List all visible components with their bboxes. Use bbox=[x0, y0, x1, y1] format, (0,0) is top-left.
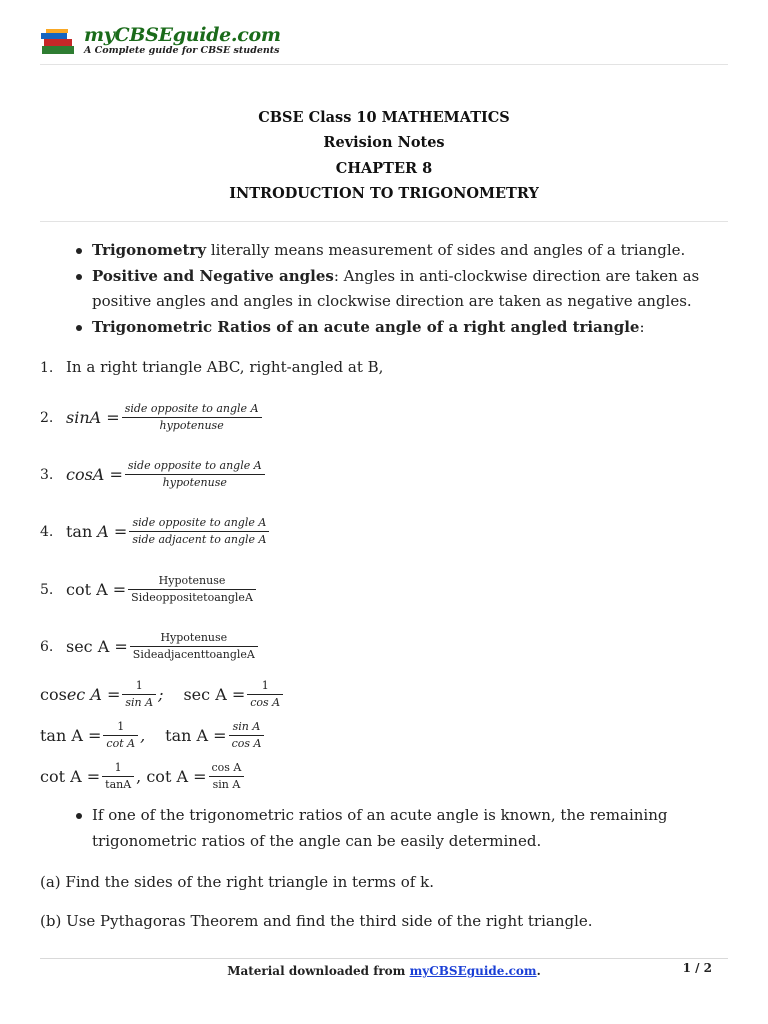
doc-title-line2: Revision Notes bbox=[323, 134, 445, 151]
logo-subtitle: A Complete guide for CBSE students bbox=[84, 45, 280, 56]
formula-sec: 6. sec A = $\frac{\text{Hypotenuse}}{\text{SideadjacenttoangleA}}$ bbox=[40, 631, 260, 662]
formula-sin: 2. sinA = $\frac{\text{side opposite to angle A}}{\text{hypotenuse}}$ bbox=[40, 402, 264, 433]
doc-title-line3: CHAPTER 8 bbox=[335, 160, 433, 177]
step-b: (b) Use Pythagoras Theorem and find the third side of the right triangle. bbox=[40, 912, 593, 930]
list-item: Trigonometry literally means measurement of sides and angles of a triangle. bbox=[40, 238, 740, 264]
title-divider bbox=[40, 221, 728, 222]
footer-text: Material downloaded from myCBSEguide.com. bbox=[227, 964, 541, 978]
logo-title: myCBSEguide.com bbox=[84, 24, 281, 46]
identity-row-1: cos ec A = $\frac{1}{\text{sin A}}$ ; sec A = $\frac{1}{\text{cos A}}$ bbox=[40, 679, 285, 710]
definition-list bbox=[40, 238, 740, 340]
footer-link[interactable]: myCBSEguide.com bbox=[409, 964, 537, 978]
formula-tan: 4. tan A = $\frac{\text{side opposite to angle A}}{\text{side adjacent to angle A}}$ bbox=[40, 516, 271, 547]
formula-cos: 3. cosA = $\frac{\text{side opposite to angle A}}{\text{hypotenuse}}$ bbox=[40, 459, 267, 490]
note-list bbox=[40, 803, 740, 854]
formula-cot: 5. cot A = $\frac{\text{Hypotenuse}}{\text{SideoppositetoangleA}}$ bbox=[40, 574, 258, 605]
step-a: (a) Find the sides of the right triangle in terms of k. bbox=[40, 873, 434, 891]
books-icon bbox=[40, 28, 78, 56]
numbered-item-1: 1. In a right triangle ABC, right-angled at B, bbox=[40, 358, 384, 376]
page-number: 1 / 2 bbox=[682, 961, 712, 975]
list-item: Trigonometric Ratios of an acute angle of a right angled triangle: bbox=[40, 315, 740, 341]
list-item: If one of the trigonometric ratios of an acute angle is known, the remaining trigonometric ratios of the angle can be easily determined. bbox=[40, 803, 740, 854]
identity-row-3: cot A = $\frac{1}{\tan A}$ , cot A = $\frac{\text{cos A}}{\text{sin A}}$ bbox=[40, 761, 246, 792]
list-item: Positive and Negative angles: Angles in anti-clockwise direction are taken as positive angles and angles in clockwise direction are taken as negative angles. bbox=[40, 264, 740, 315]
doc-title-line1: CBSE Class 10 MATHEMATICS bbox=[258, 109, 510, 126]
header-divider bbox=[40, 64, 728, 65]
site-logo bbox=[40, 24, 281, 60]
identity-row-2: tan A = $\frac{1}{\text{cot A}}$ , tan A = $\frac{\text{sin A}}{\text{cos A}}$ bbox=[40, 720, 266, 751]
doc-title-line4: INTRODUCTION TO TRIGONOMETRY bbox=[229, 185, 539, 202]
footer-divider bbox=[40, 958, 728, 959]
